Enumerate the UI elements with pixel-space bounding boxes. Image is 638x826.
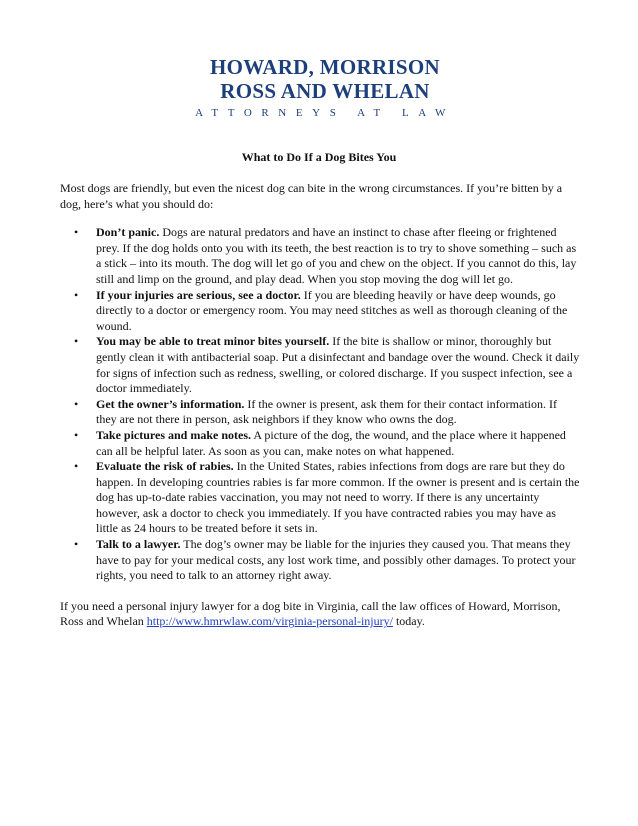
bullet-icon: • bbox=[74, 427, 79, 442]
intro-paragraph: Most dogs are friendly, but even the nicest dog can bite in the wrong circumstances. If you’re bitten by a dog, here’s what you should do: bbox=[60, 181, 563, 211]
closing-text: If you need a personal injury lawyer for a dog bite in Virginia, call the law offices of Howard, Morrison, Ross and Whelan bbox=[60, 598, 561, 629]
advice-list bbox=[60, 225, 580, 584]
bullet-icon: • bbox=[74, 287, 79, 302]
list-item bbox=[60, 428, 580, 459]
list-item bbox=[60, 334, 580, 396]
bullet-icon: • bbox=[74, 537, 79, 552]
page-title: What to Do If a Dog Bites You bbox=[241, 150, 397, 164]
item-heading: You may be able to treat minor bites yourself. bbox=[96, 334, 330, 349]
item-text: A picture of the dog, the wound, and the place where it happened can all be helpful later. As soon as you can, make notes on what happened. bbox=[96, 427, 566, 458]
closing-paragraph bbox=[60, 599, 580, 630]
list-item bbox=[60, 537, 580, 584]
closing-text-end: today. bbox=[392, 614, 425, 629]
list-item bbox=[60, 288, 580, 335]
logo-line-2: ROSS AND WHELAN bbox=[220, 79, 430, 103]
item-text: If the bite is shallow or minor, thoroughly but gently clean it with antibacterial soap. Put a disinfectant and bandage over the wound. Check it daily for signs of infection such as redness, swelling, or colored discharge. If you suspect infection, see a doctor immediately. bbox=[96, 334, 580, 396]
item-heading: Evaluate the risk of rabies. bbox=[96, 459, 234, 474]
list-item bbox=[60, 397, 580, 428]
logo-tagline: ATTORNEYS AT LAW bbox=[195, 107, 455, 119]
firm-logo bbox=[190, 55, 460, 119]
document-body bbox=[60, 181, 580, 630]
list-item bbox=[60, 225, 580, 287]
item-heading: Take pictures and make notes. bbox=[96, 427, 252, 442]
item-heading: Don’t panic. bbox=[96, 225, 160, 240]
item-heading: If your injuries are serious, see a doctor. bbox=[96, 287, 301, 302]
practice-page-link[interactable]: http://www.hmrwlaw.com/virginia-personal-injury/ bbox=[146, 614, 393, 629]
item-text: If the owner is present, ask them for their contact information. If they are not there in person, ask neighbors if they know who owns the dog. bbox=[96, 396, 557, 427]
bullet-icon: • bbox=[74, 459, 79, 474]
logo-line-1: HOWARD, MORRISON bbox=[210, 55, 440, 79]
item-text: If you are bleeding heavily or have deep wounds, go directly to a doctor or emergency room. You may need stitches as well as thorough cleaning of the wound. bbox=[96, 287, 568, 333]
item-text: In the United States, rabies infections from dogs are rare but they do happen. In developing countries rabies is far more common. If the owner is present and is certain the dog has up-to-date rabies vaccination, you may not need to worry. If there is any uncertainty however, ask a doctor to check you immediately. If you have contracted rabies you may have as little as 24 hours to be treated before it sets in. bbox=[96, 459, 580, 536]
item-text: Dogs are natural predators and have an instinct to chase after fleeing or frightened prey. If the dog holds onto you with its teeth, the best reaction is to try to shove something – such as a stick – into its mouth. The dog will let go of you and chew on the object. If you cannot do this, lay still and limp on the ground, and play dead. When you stop moving the dog will let go. bbox=[96, 225, 577, 286]
bullet-icon: • bbox=[74, 396, 79, 411]
item-heading: Talk to a lawyer. bbox=[96, 537, 181, 552]
bullet-icon: • bbox=[74, 225, 79, 240]
list-item bbox=[60, 459, 580, 537]
bullet-icon: • bbox=[74, 334, 79, 349]
item-text: The dog’s owner may be liable for the injuries they caused you. That means they have to pay for your medical costs, any lost work time, and possibly other damages. To protect your rights, you need to talk to an attorney right away. bbox=[96, 537, 576, 583]
item-heading: Get the owner’s information. bbox=[96, 396, 245, 411]
